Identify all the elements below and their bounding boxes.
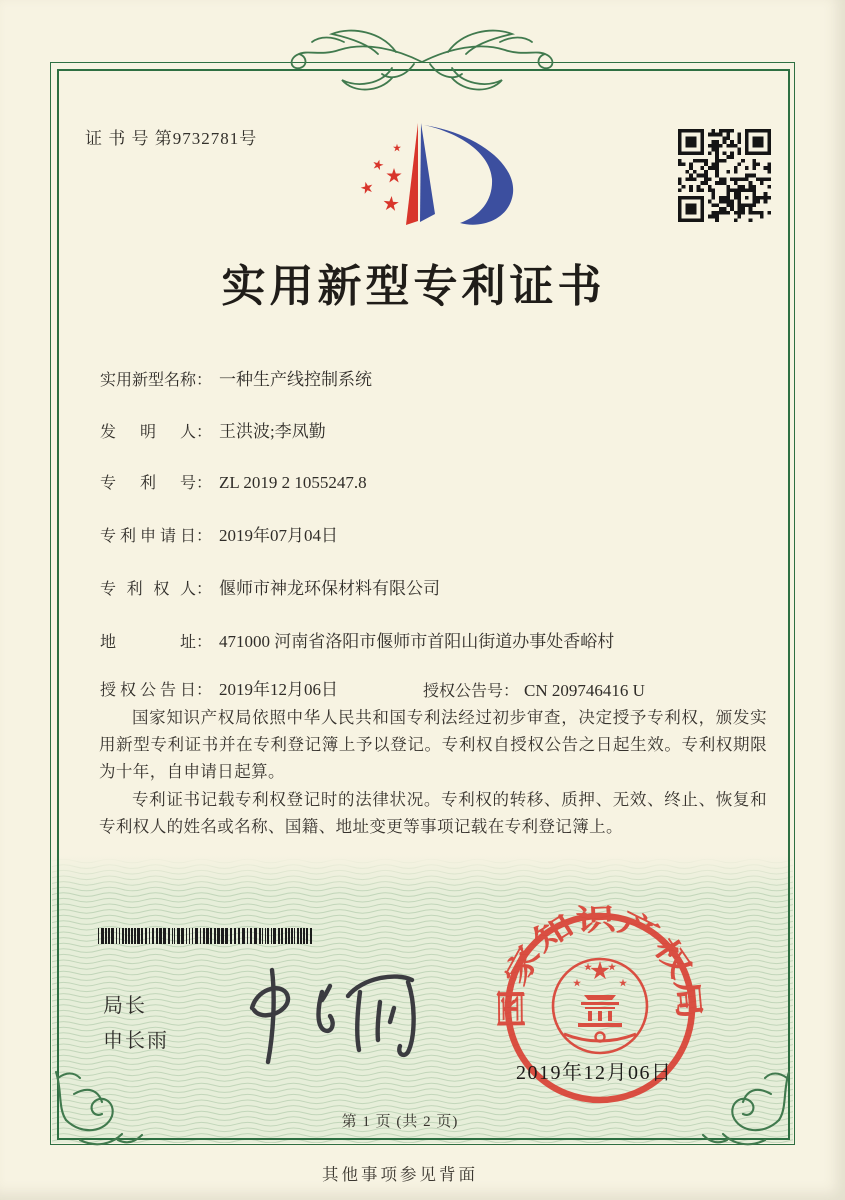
field-value: ZL 2019 2 1055247.8 bbox=[219, 473, 367, 492]
field-colon: ： bbox=[196, 634, 213, 651]
field-label: 地址 bbox=[100, 634, 196, 651]
field-row-invention-name bbox=[100, 368, 372, 393]
field-colon: ： bbox=[196, 581, 213, 598]
barcode bbox=[98, 928, 312, 944]
field-colon: ： bbox=[196, 528, 213, 545]
top-flourish-ornament bbox=[292, 31, 553, 90]
certificate-title: 实用新型专利证书 bbox=[221, 262, 606, 311]
director-name: 申长雨 bbox=[103, 1030, 169, 1052]
legal-paragraph: 国家知识产权局依照中华人民共和国专利法经过初步审查，决定授予专利权，颁发实用新型专利证书并在专利登记簿上予以登记。专利权自授权公告之日起生效。专利权期限为十年，自申请日起算。 bbox=[99, 708, 767, 782]
field-label: 专利号 bbox=[100, 475, 196, 492]
certificate-number: 证 书 号 第9732781号 bbox=[85, 129, 258, 148]
logo-spike-blue bbox=[420, 123, 435, 222]
field-row-grant-date bbox=[100, 678, 338, 703]
logo-p-bowl bbox=[424, 125, 513, 225]
field-value: 2019年07月04日 bbox=[219, 526, 339, 545]
field-colon: ： bbox=[196, 475, 213, 492]
field-label: 实用新型名称 bbox=[100, 372, 197, 389]
field-colon: ： bbox=[196, 372, 213, 389]
field-colon: ： bbox=[196, 424, 213, 441]
legal-paragraphs bbox=[99, 704, 767, 840]
back-side-note: 其他事项参见背面 bbox=[322, 1165, 478, 1184]
logo-stars bbox=[361, 144, 402, 211]
director-title-label: 局长 bbox=[103, 995, 147, 1017]
guilloche-band bbox=[52, 855, 793, 1143]
field-row-address bbox=[100, 630, 614, 655]
seal-date: 2019年12月06日 bbox=[516, 1062, 673, 1084]
field-colon: ： bbox=[196, 682, 213, 699]
field-row-patent-number bbox=[100, 471, 367, 496]
field-label: 授权公告号 bbox=[423, 683, 504, 700]
field-value: 471000 河南省洛阳市偃师市首阳山街道办事处香峪村 bbox=[219, 632, 615, 651]
field-value: 一种生产线控制系统 bbox=[219, 370, 373, 389]
field-label: 发明人 bbox=[100, 424, 196, 441]
field-value: 2019年12月06日 bbox=[219, 680, 339, 699]
field-row-filing-date bbox=[100, 524, 338, 549]
qr-code bbox=[678, 129, 771, 222]
page-number-info: 第 1 页 (共 2 页) bbox=[341, 1114, 459, 1130]
field-row-patentee bbox=[100, 577, 440, 602]
cnipa-logo bbox=[361, 123, 513, 225]
field-value: 王洪波;李凤勤 bbox=[219, 422, 326, 441]
field-label: 授权公告日 bbox=[100, 682, 196, 699]
field-row-grant-number bbox=[423, 678, 645, 701]
field-colon: ： bbox=[503, 683, 520, 700]
seal-ring-text: 国家知识产权局 bbox=[495, 903, 705, 1029]
legal-paragraph: 专利证书记载专利权登记时的法律状况。专利权的转移、质押、无效、终止、恢复和专利权人的姓名或名称、国籍、地址变更等事项记载在专利登记簿上。 bbox=[99, 789, 767, 836]
field-row-inventor bbox=[100, 420, 326, 445]
field-value: 偃师市神龙环保材料有限公司 bbox=[219, 579, 441, 598]
band-fade bbox=[52, 855, 793, 893]
field-label: 专利申请日 bbox=[100, 528, 196, 545]
field-label: 专利权人 bbox=[100, 581, 196, 598]
logo-spike-red bbox=[406, 123, 418, 225]
field-value: CN 209746416 U bbox=[524, 681, 645, 700]
